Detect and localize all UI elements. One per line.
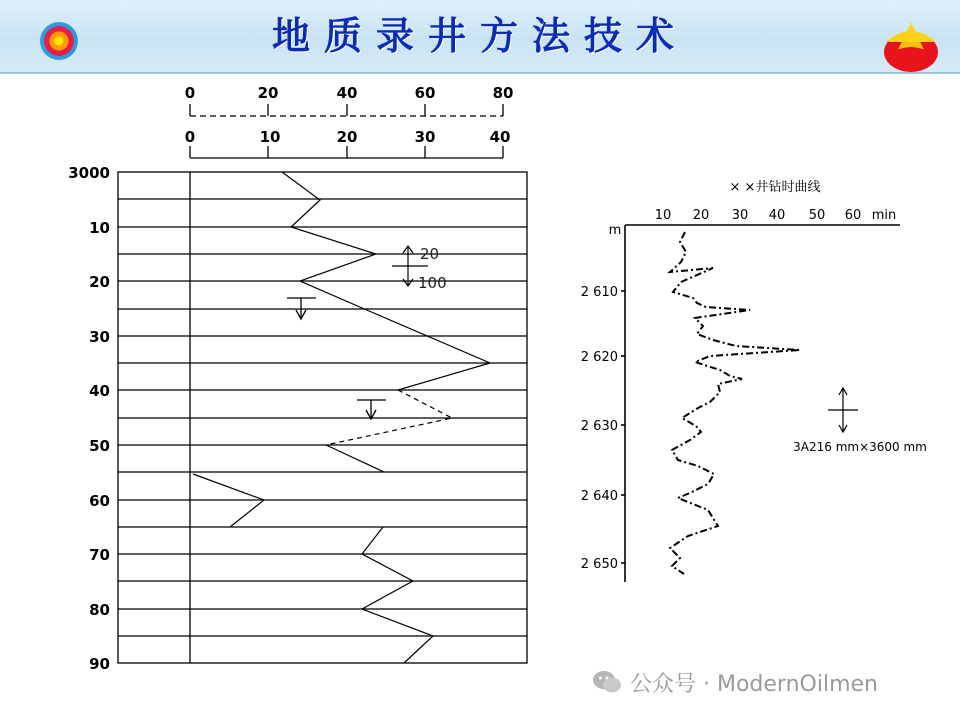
- depth-label: 2 630: [580, 419, 618, 434]
- right-axes: [621, 225, 900, 582]
- x-tick-label: 20: [692, 208, 710, 223]
- depth-grid: [118, 172, 527, 663]
- right-chart-title: × ×井钻时曲线: [729, 180, 821, 195]
- watermark-text: 公众号 · ModernOilmen: [630, 671, 878, 697]
- x-tick-label: 40: [768, 208, 786, 223]
- depth-label: 10: [89, 219, 110, 237]
- second-scale: [185, 128, 511, 158]
- depth-label: 2 610: [580, 285, 618, 300]
- scale-note: 3A216 mm×3600 mm: [793, 440, 927, 454]
- x-tick-label: 30: [731, 208, 749, 223]
- depth-label: 60: [89, 492, 110, 510]
- petrochina-logo-icon: [880, 14, 942, 72]
- depth-label: 30: [89, 328, 110, 346]
- legend-bottom-label: 100: [418, 274, 447, 292]
- depth-label: 50: [89, 437, 110, 455]
- x-tick-label: 10: [654, 208, 672, 223]
- top-scale-label: 80: [492, 84, 514, 102]
- second-scale-label: 10: [259, 128, 281, 146]
- depth-label: 2 620: [580, 350, 618, 365]
- change-markers: [287, 298, 386, 419]
- right-depth-labels: [581, 285, 618, 572]
- wechat-icon: [592, 669, 622, 695]
- depth-labels: [68, 164, 110, 673]
- top-scale-label: 60: [414, 84, 436, 102]
- depth-label: 20: [89, 273, 110, 291]
- x-tick-label: 50: [808, 208, 826, 223]
- x-tick-label: 60: [844, 208, 862, 223]
- second-scale-label: 20: [336, 128, 358, 146]
- watermark: [592, 664, 878, 700]
- right-x-ticks: [655, 208, 862, 223]
- second-scale-label: 0: [184, 128, 196, 146]
- depth-label: 40: [89, 382, 110, 400]
- top-scale: [185, 84, 514, 116]
- page-title: 地质录井方法技术: [271, 14, 688, 58]
- top-scale-label: 20: [257, 84, 279, 102]
- legend-top-label: 20: [420, 245, 440, 263]
- depth-label: 3000: [68, 164, 110, 182]
- x-unit-label: min: [871, 208, 897, 223]
- y-unit-label: m: [608, 223, 622, 238]
- top-scale-label: 40: [336, 84, 358, 102]
- right-curve: [670, 232, 800, 574]
- second-scale-label: 40: [489, 128, 511, 146]
- depth-label: 90: [89, 655, 110, 673]
- drilling-time-curve-right: [560, 170, 960, 590]
- top-scale-label: 0: [184, 84, 196, 102]
- crosshair-legend: [828, 388, 858, 432]
- depth-label: 2 640: [580, 489, 618, 504]
- depth-label: 70: [89, 546, 110, 564]
- depth-label: 2 650: [580, 557, 618, 572]
- depth-label: 80: [89, 601, 110, 619]
- second-scale-label: 30: [414, 128, 436, 146]
